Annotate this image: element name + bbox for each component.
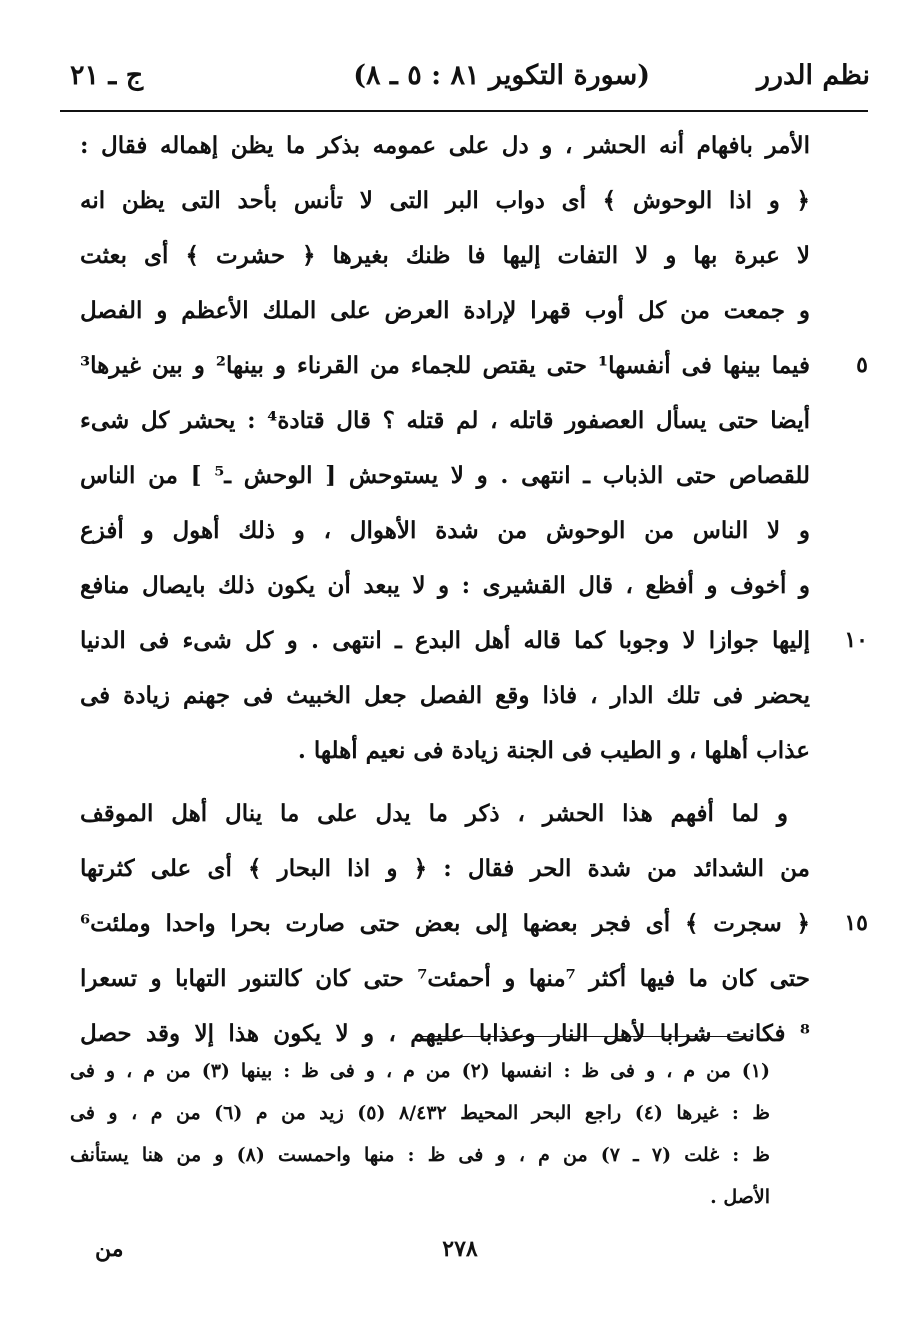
line-text: و لما أفهم هذا الحشر ، ذكر ما يدل على ما ينال أهل الموقف (80, 800, 788, 827)
footnote-line: الأصل . (710, 1186, 770, 1208)
footnote-rule (420, 1036, 750, 1037)
footnote-line: ظ : غيرها (٤) راجع البحر المحيط ٨/٤٣٢ (٥) زيد من م (٦) من م ، و فى (70, 1102, 770, 1124)
text-line (60, 896, 868, 951)
text-line (60, 118, 868, 173)
line-number: ١٥ (844, 910, 868, 936)
text-line (60, 338, 868, 393)
text-line (60, 393, 868, 448)
surah-reference: (سورة التكوير ٨١ : ٥ ـ ٨) (353, 60, 650, 91)
line-text: يحضر فى تلك الدار ، فاذا وقع الفصل جعل الخبيث فى جهنم زيادة فى (80, 682, 810, 709)
text-line (60, 951, 868, 1006)
text-line (60, 228, 868, 283)
line-text: عذاب أهلها ، و الطيب فى الجنة زيادة فى نعيم أهلها . (297, 737, 810, 764)
line-text: و لا الناس من الوحوش من شدة الأهوال ، و ذلك أهول و أفزع (80, 517, 810, 544)
line-text: للقصاص حتى الذباب ـ انتهى . و لا يستوحش [ الوحش ـ⁵ ] من الناس (80, 462, 811, 489)
text-line (60, 558, 868, 613)
line-number: ١٠ (844, 627, 868, 653)
line-text: أيضا حتى يسأل العصفور قاتله ، لم قتله ؟ قال قتادة⁴ : يحشر كل شىء (80, 407, 810, 434)
footnote-line: ظ : غلت (٧ ـ ٧) من م ، و فى ظ : منها واحمست (٨) و من هنا يستأنف (70, 1144, 770, 1166)
book-title: نظم الدرر (756, 60, 870, 91)
text-line (60, 668, 868, 723)
line-number: ٥ (856, 352, 868, 378)
text-line (60, 283, 868, 338)
part-number: ج ـ ٢١ (70, 60, 144, 91)
footnote-line: (١) من م ، و فى ظ : انفسها (٢) من م ، و فى ظ : بينها (٣) من م ، و فى (70, 1060, 770, 1082)
line-text: الأمر بافهام أنه الحشر ، و دل على عمومه بذكر ما يظن إهماله فقال : (80, 132, 810, 159)
line-text: فيما بينها فى أنفسها¹ حتى يقتص للجماء من القرناء و بينها² و بين غيرها³ (80, 352, 810, 379)
footnotes (70, 1050, 770, 1218)
line-text: لا عبرة بها و لا التفات إليها فا ظنك بغيرها ﴿ حشرت ﴾ أى بعثت (80, 242, 810, 269)
page-number: ٢٧٨ (442, 1236, 478, 1262)
text-line (60, 173, 868, 228)
text-line (60, 841, 868, 896)
text-line (60, 613, 868, 668)
header-rule (60, 110, 868, 112)
catchword: من (95, 1236, 124, 1262)
line-text: ⁸ فكانت شرابا لأهل النار وعذابا عليهم ، و لا يكون هذا إلا وقد حصل (80, 1020, 810, 1047)
line-text: إليها جوازا لا وجوبا كما قاله أهل البدع ـ انتهى . و كل شىء فى الدنيا (80, 627, 810, 654)
line-text: ﴿ سجرت ﴾ أى فجر بعضها إلى بعض حتى صارت بحرا واحدا وملئت⁶ (80, 910, 810, 937)
line-text: حتى كان ما فيها أكثر ⁷منها و أحمئت⁷ حتى كان كالتنور التهابا و تسعرا (80, 965, 810, 992)
main-text (60, 118, 868, 1061)
text-line (60, 723, 868, 778)
text-line (60, 503, 868, 558)
line-text: من الشدائد من شدة الحر فقال : ﴿ و اذا البحار ﴾ أى على كثرتها (80, 855, 810, 882)
line-text: و جمعت من كل أوب قهرا لإرادة العرض على الملك الأعظم و الفصل (80, 297, 810, 324)
line-text: ﴿ و اذا الوحوش ﴾ أى دواب البر التى لا تأنس بأحد التى يظن انه (80, 187, 810, 214)
running-header (70, 52, 870, 102)
text-line (60, 786, 868, 841)
line-text: و أخوف و أفظع ، قال القشيرى : و لا يبعد أن يكون ذلك بايصال منافع (80, 572, 810, 599)
text-line (60, 448, 868, 503)
